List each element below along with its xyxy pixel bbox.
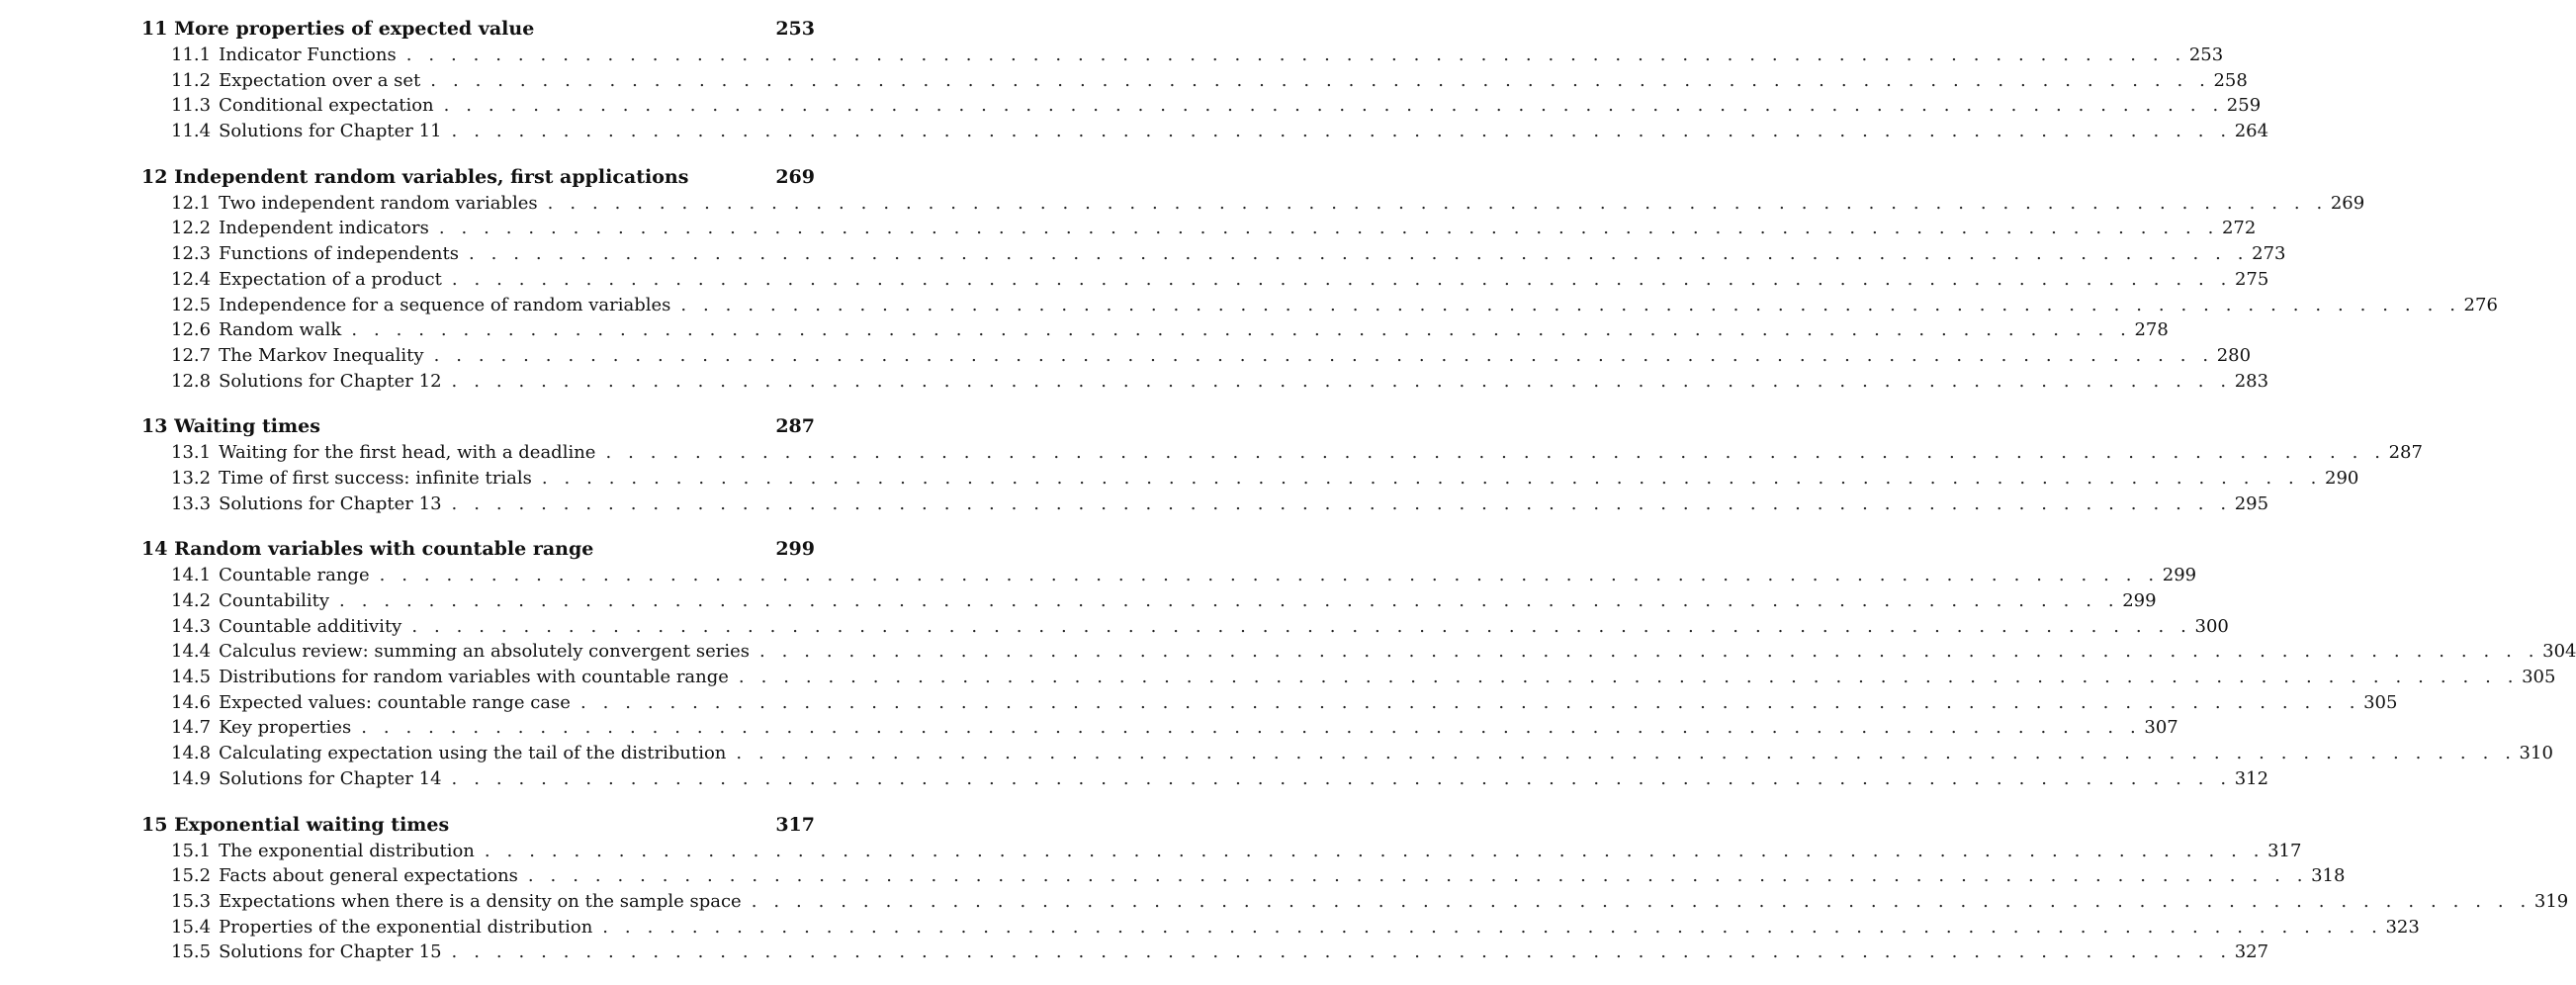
- section-title: The Markov Inequality: [219, 344, 424, 366]
- section-entry[interactable]: [141, 440, 2423, 466]
- dot-leader: . . . . . . . . . . . . . . . . . . . . . . . . . . . . . . . . . . . . . . . . . . . . . . . . . . . . . . . . . . . . . . . . . . . . . . . . . . . . . . . .: [484, 840, 2265, 861]
- section-number: 12.2: [171, 218, 212, 239]
- section-number: 13.1: [171, 442, 212, 464]
- section-page-number: 323: [2385, 916, 2420, 938]
- section-entry[interactable]: [141, 715, 2178, 741]
- section-page-number: 269: [2330, 192, 2365, 214]
- section-page-number: 304: [2542, 641, 2576, 663]
- section-title: Time of first success: infinite trials: [219, 467, 532, 489]
- chapter-title: Exponential waiting times: [174, 813, 450, 836]
- section-title: Countable additivity: [219, 615, 402, 637]
- section-title: Calculating expectation using the tail of the distribution: [219, 743, 727, 764]
- section-entry[interactable]: [141, 241, 2286, 267]
- section-title: Expectations when there is a density on the sample space: [219, 890, 742, 912]
- section-number: 15.3: [171, 890, 212, 912]
- section-page-number: 280: [2216, 344, 2252, 366]
- section-number: 11.4: [171, 121, 212, 142]
- section-title: Waiting for the first head, with a deadline: [219, 442, 596, 464]
- section-entry[interactable]: [141, 369, 2269, 395]
- chapter-number: 11: [141, 18, 168, 40]
- dot-leader: . . . . . . . . . . . . . . . . . . . . . . . . . . . . . . . . . . . . . . . . . . . . . . . . . . . . . . . . . . . . . . . . . . . . . . . . . . . . . . . .: [433, 344, 2214, 366]
- section-page-number: 276: [2463, 294, 2498, 315]
- dot-leader: . . . . . . . . . . . . . . . . . . . . . . . . . . . . . . . . . . . . . . . . . . . . . . . . . . . . . . . . . . . . . . . . . . . . . . . . . . . . . . . .: [451, 767, 2232, 789]
- dot-leader: . . . . . . . . . . . . . . . . . . . . . . . . . . . . . . . . . . . . . . . . . . . . . . . . . . . . . . . . . . . . . . . . . . . . . . . . . . . . . . . .: [379, 565, 2160, 586]
- section-page-number: 258: [2213, 69, 2248, 91]
- section-number: 14.2: [171, 590, 212, 611]
- section-title: Expectation over a set: [219, 69, 421, 91]
- dot-leader: . . . . . . . . . . . . . . . . . . . . . . . . . . . . . . . . . . . . . . . . . . . . . . . . . . . . . . . . . . . . . . . . . . . . . . . . . . . . . . . .: [579, 691, 2361, 713]
- section-number: 13.3: [171, 492, 212, 514]
- section-page-number: 307: [2144, 717, 2178, 739]
- dot-leader: . . . . . . . . . . . . . . . . . . . . . . . . . . . . . . . . . . . . . . . . . . . . . . . . . . . . . . . . . . . . . . . . . . . . . . . . . . . . . . . .: [405, 45, 2186, 65]
- section-page-number: 319: [2533, 890, 2569, 912]
- section-page-number: 305: [2363, 691, 2398, 713]
- chapter-heading[interactable]: [141, 16, 815, 43]
- section-title: Solutions for Chapter 12: [219, 370, 442, 392]
- chapter-number: 14: [141, 538, 168, 561]
- section-entry[interactable]: [141, 119, 2269, 144]
- dot-leader: . . . . . . . . . . . . . . . . . . . . . . . . . . . . . . . . . . . . . . . . . . . . . . . . . . . . . . . . . . . . . . . . . . . . . . . . . . . . . . . .: [339, 590, 2120, 611]
- chapter-title: Waiting times: [174, 415, 320, 438]
- section-title: Solutions for Chapter 14: [219, 767, 442, 789]
- dot-leader: . . . . . . . . . . . . . . . . . . . . . . . . . . . . . . . . . . . . . . . . . . . . . . . . . . . . . . . . . . . . . . . . . . . . . . . . . . . . . . . .: [751, 890, 2532, 912]
- chapter-heading[interactable]: [141, 536, 815, 563]
- section-number: 12.6: [171, 319, 212, 341]
- section-page-number: 299: [2162, 565, 2197, 586]
- section-title: Countable range: [219, 565, 370, 586]
- chapter-label: [141, 413, 320, 440]
- dot-leader: . . . . . . . . . . . . . . . . . . . . . . . . . . . . . . . . . . . . . . . . . . . . . . . . . . . . . . . . . . . . . . . . . . . . . . . . . . . . . . . .: [736, 743, 2517, 764]
- dot-leader: . . . . . . . . . . . . . . . . . . . . . . . . . . . . . . . . . . . . . . . . . . . . . . . . . . . . . . . . . . . . . . . . . . . . . . . . . . . . . . . .: [351, 319, 2132, 341]
- section-number: 12.1: [171, 192, 212, 214]
- section-title: Conditional expectation: [219, 95, 434, 117]
- section-entry[interactable]: [141, 639, 2576, 665]
- section-title: Independent indicators: [219, 218, 429, 239]
- section-entry[interactable]: [141, 665, 2556, 690]
- section-page-number: 312: [2234, 767, 2269, 789]
- section-page-number: 259: [2226, 95, 2262, 117]
- section-entry[interactable]: [141, 839, 2302, 864]
- section-entry[interactable]: [141, 43, 2224, 68]
- section-number: 14.4: [171, 641, 212, 663]
- dot-leader: . . . . . . . . . . . . . . . . . . . . . . . . . . . . . . . . . . . . . . . . . . . . . . . . . . . . . . . . . . . . . . . . . . . . . . . . . . . . . . . .: [738, 667, 2520, 688]
- dot-leader: . . . . . . . . . . . . . . . . . . . . . . . . . . . . . . . . . . . . . . . . . . . . . . . . . . . . . . . . . . . . . . . . . . . . . . . . . . . . . . . .: [602, 916, 2383, 938]
- dot-leader: . . . . . . . . . . . . . . . . . . . . . . . . . . . . . . . . . . . . . . . . . . . . . . . . . . . . . . . . . . . . . . . . . . . . . . . . . . . . . . . .: [468, 243, 2250, 265]
- dot-leader: . . . . . . . . . . . . . . . . . . . . . . . . . . . . . . . . . . . . . . . . . . . . . . . . . . . . . . . . . . . . . . . . . . . . . . . . . . . . . . . .: [758, 641, 2540, 663]
- section-title: Two independent random variables: [219, 192, 538, 214]
- section-entry[interactable]: [141, 863, 2346, 889]
- chapter-page-number: 253: [775, 18, 815, 40]
- section-number: 14.8: [171, 743, 212, 764]
- section-title: Properties of the exponential distribution: [219, 916, 593, 938]
- dot-leader: . . . . . . . . . . . . . . . . . . . . . . . . . . . . . . . . . . . . . . . . . . . . . . . . . . . . . . . . . . . . . . . . . . . . . . . . . . . . . . . .: [605, 442, 2386, 464]
- chapter-label: [141, 164, 688, 191]
- section-page-number: 317: [2267, 840, 2302, 861]
- section-title: Facts about general expectations: [219, 865, 518, 887]
- dot-leader: . . . . . . . . . . . . . . . . . . . . . . . . . . . . . . . . . . . . . . . . . . . . . . . . . . . . . . . . . . . . . . . . . . . . . . . . . . . . . . . .: [451, 492, 2232, 514]
- section-page-number: 273: [2252, 243, 2286, 265]
- section-number: 14.9: [171, 767, 212, 789]
- section-entry[interactable]: [141, 940, 2269, 965]
- section-page-number: 283: [2234, 370, 2269, 392]
- section-number: 14.5: [171, 667, 212, 688]
- section-page-number: 305: [2522, 667, 2556, 688]
- section-entry[interactable]: [141, 915, 2420, 940]
- section-number: 14.3: [171, 615, 212, 637]
- dot-leader: . . . . . . . . . . . . . . . . . . . . . . . . . . . . . . . . . . . . . . . . . . . . . . . . . . . . . . . . . . . . . . . . . . . . . . . . . . . . . . . .: [451, 941, 2232, 963]
- section-page-number: 327: [2234, 941, 2269, 963]
- dot-leader: . . . . . . . . . . . . . . . . . . . . . . . . . . . . . . . . . . . . . . . . . . . . . . . . . . . . . . . . . . . . . . . . . . . . . . . . . . . . . . . .: [443, 95, 2224, 117]
- section-number: 13.2: [171, 467, 212, 489]
- section-number: 15.1: [171, 840, 212, 861]
- chapter-page-number: 269: [775, 165, 815, 188]
- section-title: Solutions for Chapter 15: [219, 941, 442, 963]
- section-title: Distributions for random variables with countable range: [219, 667, 729, 688]
- chapter-page-number: 287: [775, 415, 815, 438]
- section-number: 15.5: [171, 941, 212, 963]
- dot-leader: . . . . . . . . . . . . . . . . . . . . . . . . . . . . . . . . . . . . . . . . . . . . . . . . . . . . . . . . . . . . . . . . . . . . . . . . . . . . . . . .: [451, 370, 2232, 392]
- section-title: Functions of independents: [219, 243, 459, 265]
- dot-leader: . . . . . . . . . . . . . . . . . . . . . . . . . . . . . . . . . . . . . . . . . . . . . . . . . . . . . . . . . . . . . . . . . . . . . . . . . . . . . . . .: [541, 467, 2323, 489]
- chapter-entry: [141, 536, 2576, 791]
- section-title: Key properties: [219, 717, 352, 739]
- section-number: 15.2: [171, 865, 212, 887]
- section-entry[interactable]: [141, 191, 2365, 217]
- section-entry[interactable]: [141, 588, 2157, 614]
- section-entry[interactable]: [141, 889, 2569, 915]
- section-number: 12.5: [171, 294, 212, 315]
- section-entry[interactable]: [141, 93, 2262, 119]
- dot-leader: . . . . . . . . . . . . . . . . . . . . . . . . . . . . . . . . . . . . . . . . . . . . . . . . . . . . . . . . . . . . . . . . . . . . . . . . . . . . . . . .: [451, 268, 2232, 290]
- section-title: Independence for a sequence of random variables: [219, 294, 671, 315]
- chapter-entry: [141, 812, 2569, 965]
- section-page-number: 287: [2388, 442, 2423, 464]
- section-number: 11.1: [171, 45, 212, 65]
- chapter-title: Random variables with countable range: [174, 538, 594, 561]
- dot-leader: . . . . . . . . . . . . . . . . . . . . . . . . . . . . . . . . . . . . . . . . . . . . . . . . . . . . . . . . . . . . . . . . . . . . . . . . . . . . . . . .: [451, 121, 2232, 142]
- section-number: 12.4: [171, 268, 212, 290]
- section-page-number: 264: [2234, 121, 2269, 142]
- section-title: Expectation of a product: [219, 268, 442, 290]
- section-title: Expected values: countable range case: [219, 691, 571, 713]
- chapter-number: 15: [141, 813, 168, 836]
- section-page-number: 278: [2134, 319, 2169, 341]
- section-number: 11.3: [171, 95, 212, 117]
- dot-leader: . . . . . . . . . . . . . . . . . . . . . . . . . . . . . . . . . . . . . . . . . . . . . . . . . . . . . . . . . . . . . . . . . . . . . . . . . . . . . . . .: [547, 192, 2328, 214]
- section-entry[interactable]: [141, 343, 2252, 369]
- section-page-number: 310: [2519, 743, 2553, 764]
- section-number: 12.3: [171, 243, 212, 265]
- section-number: 12.7: [171, 344, 212, 366]
- section-title: The exponential distribution: [219, 840, 475, 861]
- section-title: Random walk: [219, 319, 342, 341]
- section-entry[interactable]: [141, 766, 2269, 792]
- section-page-number: 299: [2122, 590, 2157, 611]
- chapter-entry: [141, 413, 2423, 516]
- chapter-page-number: 299: [775, 538, 815, 561]
- chapter-heading[interactable]: [141, 164, 815, 191]
- section-entry[interactable]: [141, 492, 2269, 517]
- chapter-heading[interactable]: [141, 812, 815, 839]
- section-page-number: 295: [2234, 492, 2269, 514]
- chapter-title: More properties of expected value: [174, 18, 535, 40]
- section-number: 14.1: [171, 565, 212, 586]
- section-entry[interactable]: [141, 293, 2498, 318]
- chapter-number: 13: [141, 415, 168, 438]
- section-number: 11.2: [171, 69, 212, 91]
- dot-leader: . . . . . . . . . . . . . . . . . . . . . . . . . . . . . . . . . . . . . . . . . . . . . . . . . . . . . . . . . . . . . . . . . . . . . . . . . . . . . . . .: [680, 294, 2461, 315]
- section-number: 12.8: [171, 370, 212, 392]
- chapter-heading[interactable]: [141, 413, 815, 440]
- dot-leader: . . . . . . . . . . . . . . . . . . . . . . . . . . . . . . . . . . . . . . . . . . . . . . . . . . . . . . . . . . . . . . . . . . . . . . . . . . . . . . . .: [527, 865, 2309, 887]
- section-number: 15.4: [171, 916, 212, 938]
- section-entry[interactable]: [141, 690, 2398, 716]
- section-title: Solutions for Chapter 11: [219, 121, 442, 142]
- chapter-title: Independent random variables, first applications: [174, 165, 689, 188]
- section-page-number: 300: [2194, 615, 2229, 637]
- section-page-number: 318: [2311, 865, 2346, 887]
- dot-leader: . . . . . . . . . . . . . . . . . . . . . . . . . . . . . . . . . . . . . . . . . . . . . . . . . . . . . . . . . . . . . . . . . . . . . . . . . . . . . . . .: [438, 218, 2219, 239]
- dot-leader: . . . . . . . . . . . . . . . . . . . . . . . . . . . . . . . . . . . . . . . . . . . . . . . . . . . . . . . . . . . . . . . . . . . . . . . . . . . . . . . .: [361, 717, 2142, 739]
- section-number: 14.6: [171, 691, 212, 713]
- section-title: Indicator Functions: [219, 45, 397, 65]
- chapter-label: [141, 812, 449, 839]
- table-of-contents: [141, 16, 2576, 985]
- section-entry[interactable]: [141, 466, 2359, 492]
- chapter-entry: [141, 16, 2269, 144]
- chapter-page-number: 317: [775, 813, 815, 836]
- section-entry[interactable]: [141, 267, 2269, 293]
- dot-leader: . . . . . . . . . . . . . . . . . . . . . . . . . . . . . . . . . . . . . . . . . . . . . . . . . . . . . . . . . . . . . . . . . . . . . . . . . . . . . . . .: [430, 69, 2211, 91]
- section-entry[interactable]: [141, 614, 2229, 640]
- section-page-number: 275: [2234, 268, 2269, 290]
- section-page-number: 272: [2221, 218, 2257, 239]
- section-entry[interactable]: [141, 563, 2197, 588]
- section-title: Solutions for Chapter 13: [219, 492, 442, 514]
- section-number: 14.7: [171, 717, 212, 739]
- chapter-label: [141, 536, 593, 563]
- section-entry[interactable]: [141, 317, 2169, 343]
- chapter-number: 12: [141, 165, 168, 188]
- section-entry[interactable]: [141, 741, 2553, 766]
- section-title: Calculus review: summing an absolutely convergent series: [219, 641, 750, 663]
- chapter-label: [141, 16, 534, 43]
- section-entry[interactable]: [141, 68, 2248, 94]
- section-page-number: 290: [2325, 467, 2359, 489]
- dot-leader: . . . . . . . . . . . . . . . . . . . . . . . . . . . . . . . . . . . . . . . . . . . . . . . . . . . . . . . . . . . . . . . . . . . . . . . . . . . . . . . .: [411, 615, 2192, 637]
- section-entry[interactable]: [141, 216, 2257, 241]
- section-page-number: 253: [2188, 45, 2224, 65]
- section-title: Countability: [219, 590, 330, 611]
- chapter-entry: [141, 164, 2498, 395]
